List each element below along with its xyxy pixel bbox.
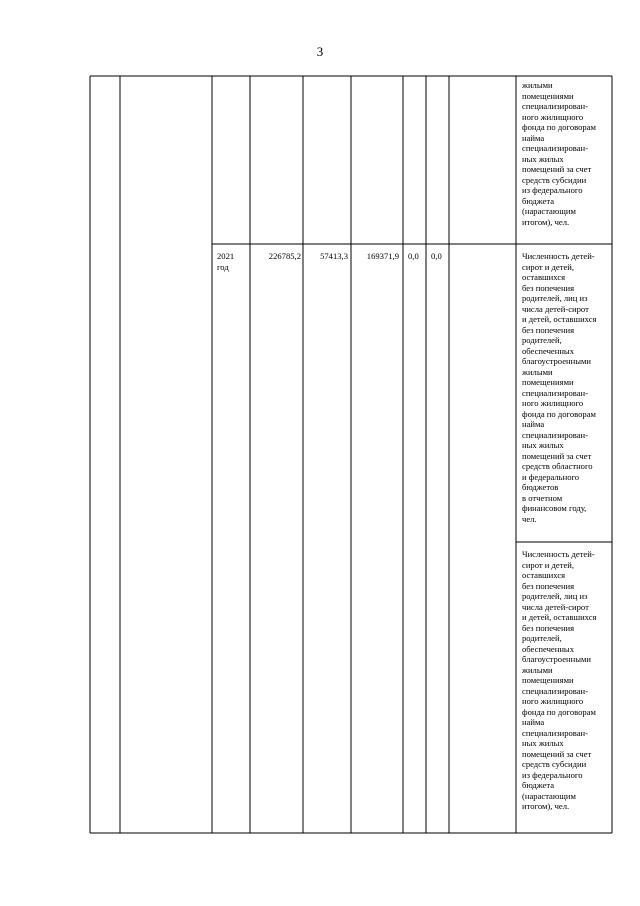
- value-federal: 57413,3: [320, 251, 348, 261]
- value-total: 226785,2: [268, 251, 301, 261]
- value-local: 0,0: [408, 251, 419, 261]
- top-indicator-description: жилыми помещениями специализирован- ного жилищного фонда по договорам найма специализирован- ных жилых помещений за счет средств субсидии из федерального бюджета (нарастающим итогом), чел.: [522, 80, 596, 227]
- indicator-description-2021: Численность детей- сирот и детей, оставшихся без попечения родителей, лиц из числа детей-сирот и детей, оставшихся без попечения родителей, обеспеченных благоустроенными жилыми помещениями специализирован- ного жилищного фонда по договорам найма специализирован- ных жилых помещений за счет средств областного и федерального бюджетов в отчетном финансовом году, чел.: [522, 251, 597, 524]
- value-other: 0,0: [431, 251, 442, 261]
- value-regional: 169371,9: [366, 251, 399, 261]
- page-number: 3: [316, 44, 324, 59]
- year-cell: 2021 год: [217, 251, 235, 272]
- bottom-indicator-description: Численность детей- сирот и детей, оставшихся без попечения родителей, лиц из числа детей-сирот и детей, оставшихся без попечения родителей, обеспеченных благоустроенными жилыми помещениями специализирован- ного жилищного фонда по договорам найма специализирован- ных жилых помещений за счет средств субсидии из федерального бюджета (нарастающим итогом), чел.: [522, 549, 597, 811]
